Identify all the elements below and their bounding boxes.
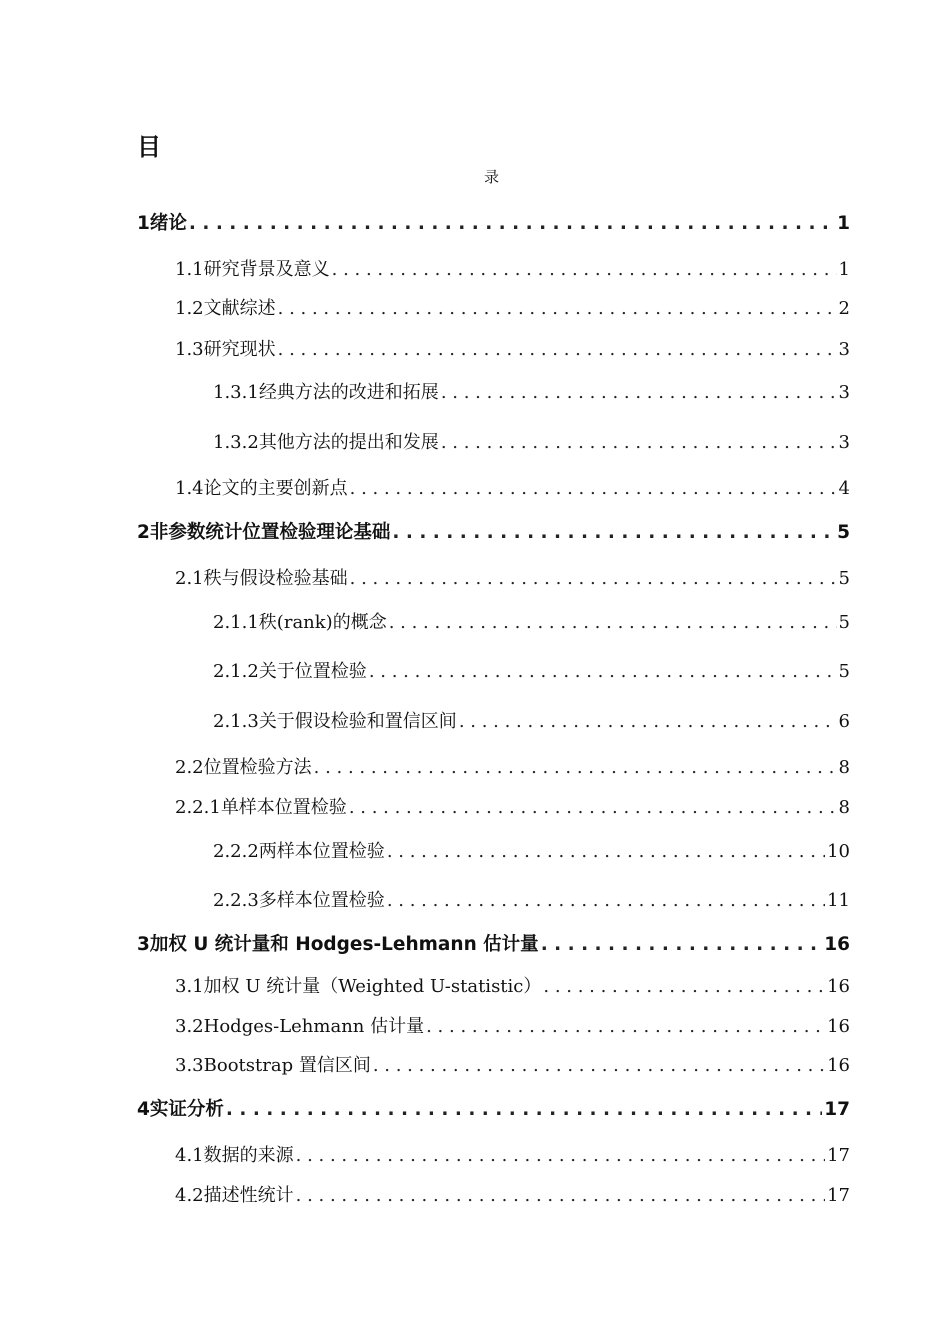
toc-page-number: 5 [838, 661, 850, 682]
toc-entry-2-2[interactable] [175, 753, 850, 779]
toc-label: 论文的主要创新点 [203, 478, 348, 499]
toc-label: 单样本位置检验 [220, 797, 347, 818]
toc-number: 3.3 [175, 1055, 204, 1076]
toc-label: 多样本位置检验 [258, 890, 385, 911]
toc-page-number: 1 [838, 259, 850, 280]
toc-number: 4.2 [175, 1185, 204, 1206]
toc-page-number: 16 [827, 1016, 850, 1037]
toc-number: 2.1.2 [213, 661, 259, 682]
toc-title-second-char: 录 [484, 168, 500, 186]
toc-page-number: 16 [824, 934, 850, 955]
toc-number: 2.1.3 [213, 711, 259, 732]
toc-label: 实证分析 [149, 1099, 224, 1120]
toc-number: 2.1.1 [213, 612, 259, 633]
toc-entry-2-1-2[interactable] [213, 657, 850, 683]
toc-entry-2-1-1[interactable] [213, 608, 850, 634]
dot-leader [226, 1099, 822, 1120]
toc-page-number: 6 [838, 711, 850, 732]
dot-leader [543, 976, 825, 997]
toc-entry-2-2-2[interactable] [213, 837, 850, 863]
toc-page-number: 17 [827, 1185, 850, 1206]
dot-leader [296, 1145, 825, 1166]
toc-number: 1 [137, 213, 150, 234]
toc-label: 文献综述 [203, 298, 276, 319]
toc-number: 1.2 [175, 298, 204, 319]
toc-number: 2 [137, 522, 150, 543]
toc-number: 1.3.2 [213, 432, 259, 453]
toc-page-number: 10 [827, 841, 850, 862]
toc-number: 4.1 [175, 1145, 204, 1166]
toc-entry-1-4[interactable] [175, 474, 850, 500]
dot-leader [441, 432, 837, 453]
toc-page-number: 8 [838, 797, 850, 818]
toc-label: 两样本位置检验 [258, 841, 385, 862]
dot-leader [332, 259, 837, 280]
dot-leader [426, 1016, 825, 1037]
dot-leader [189, 213, 835, 234]
dot-leader [392, 522, 835, 543]
toc-entry-2-2-3[interactable] [213, 886, 850, 912]
toc-label: Hodges-Lehmann 估计量 [203, 1016, 425, 1037]
dot-leader [541, 934, 823, 955]
toc-entry-1-3[interactable] [175, 335, 850, 361]
toc-number: 2.1 [175, 568, 204, 589]
toc-entry-2[interactable] [137, 518, 850, 544]
toc-page-number: 16 [827, 976, 850, 997]
toc-label: 描述性统计 [203, 1185, 294, 1206]
dot-leader [349, 797, 837, 818]
toc-number: 3.1 [175, 976, 204, 997]
toc-page-number: 8 [838, 757, 850, 778]
toc-entry-4[interactable] [137, 1095, 850, 1121]
toc-number: 1.3.1 [213, 382, 259, 403]
toc-page-number: 1 [837, 213, 850, 234]
dot-leader [389, 612, 837, 633]
toc-number: 4 [137, 1099, 150, 1120]
toc-number: 3 [137, 934, 150, 955]
toc-label: 数据的来源 [203, 1145, 294, 1166]
dot-leader [350, 568, 837, 589]
toc-number: 2.2.3 [213, 890, 259, 911]
toc-entry-1-3-2[interactable] [213, 428, 850, 454]
toc-page-number: 5 [838, 568, 850, 589]
toc-label: 位置检验方法 [203, 757, 312, 778]
toc-number: 3.2 [175, 1016, 204, 1037]
dot-leader [373, 1055, 825, 1076]
toc-page-number: 2 [838, 298, 850, 319]
toc-number: 1.3 [175, 339, 204, 360]
toc-entry-4-1[interactable] [175, 1141, 850, 1167]
dot-leader [441, 382, 837, 403]
toc-label: 绪论 [149, 213, 187, 234]
toc-label: 其他方法的提出和发展 [258, 432, 439, 453]
dot-leader [296, 1185, 825, 1206]
dot-leader [314, 757, 837, 778]
toc-label: 经典方法的改进和拓展 [258, 382, 439, 403]
toc-label: 加权 U 统计量（Weighted U-statistic） [203, 976, 542, 997]
dot-leader [369, 661, 837, 682]
toc-page-number: 5 [837, 522, 850, 543]
toc-label: 秩(rank)的概念 [258, 612, 387, 633]
toc-label: 加权 U 统计量和 Hodges-Lehmann 估计量 [149, 934, 539, 955]
toc-number: 1.1 [175, 259, 204, 280]
toc-page-number: 4 [838, 478, 850, 499]
toc-label: 研究现状 [203, 339, 276, 360]
toc-entry-2-2-1[interactable] [175, 793, 850, 819]
dot-leader [459, 711, 837, 732]
toc-page-number: 17 [824, 1099, 850, 1120]
toc-entry-1[interactable] [137, 209, 850, 235]
toc-entry-1-3-1[interactable] [213, 378, 850, 404]
toc-page-number: 11 [827, 890, 850, 911]
dot-leader [350, 478, 837, 499]
toc-page-number: 3 [838, 432, 850, 453]
toc-entry-3-3[interactable] [175, 1051, 850, 1077]
toc-entry-3-2[interactable] [175, 1012, 850, 1038]
toc-number: 1.4 [175, 478, 204, 499]
toc-title: 目 [137, 133, 161, 161]
dot-leader [278, 339, 837, 360]
toc-page-number: 3 [838, 339, 850, 360]
toc-page-number: 3 [838, 382, 850, 403]
toc-page-number: 16 [827, 1055, 850, 1076]
toc-entry-4-2[interactable] [175, 1181, 850, 1207]
dot-leader [387, 890, 825, 911]
toc-entry-1-1[interactable] [175, 255, 850, 281]
toc-page-number: 17 [827, 1145, 850, 1166]
toc-label: 秩与假设检验基础 [203, 568, 348, 589]
dot-leader [278, 298, 837, 319]
toc-label: Bootstrap 置信区间 [203, 1055, 371, 1076]
dot-leader [387, 841, 825, 862]
toc-entry-1-2[interactable] [175, 294, 850, 320]
toc-entry-2-1[interactable] [175, 564, 850, 590]
toc-label: 关于假设检验和置信区间 [258, 711, 457, 732]
toc-entry-2-1-3[interactable] [213, 707, 850, 733]
toc-number: 2.2 [175, 757, 204, 778]
toc-entry-3[interactable] [137, 930, 850, 956]
toc-page-number: 5 [838, 612, 850, 633]
toc-label: 非参数统计位置检验理论基础 [149, 522, 391, 543]
toc-label: 关于位置检验 [258, 661, 367, 682]
toc-number: 2.2.1 [175, 797, 221, 818]
toc-entry-3-1[interactable] [175, 972, 850, 998]
toc-label: 研究背景及意义 [203, 259, 330, 280]
toc-number: 2.2.2 [213, 841, 259, 862]
